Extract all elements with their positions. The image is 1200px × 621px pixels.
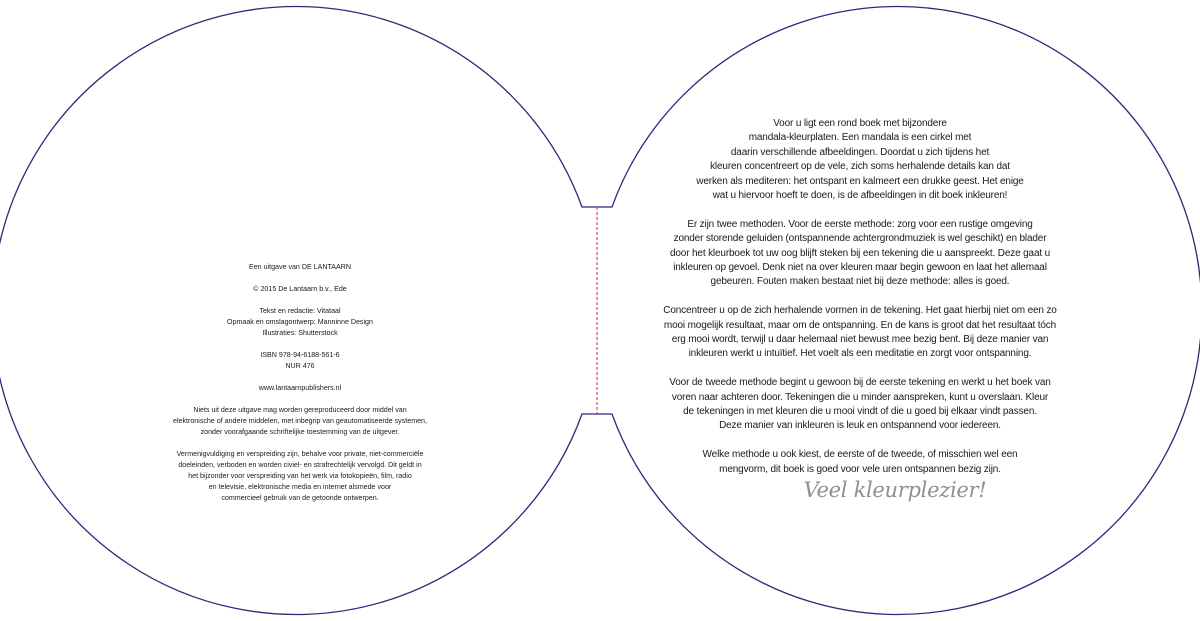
colophon xyxy=(150,262,450,504)
intro-line: kleuren concentreert op de vele, zich soms herhalende details kan dat xyxy=(710,161,1010,173)
introduction-text xyxy=(660,117,1060,477)
methods-line: Er zijn twee methoden. Voor de eerste methode: zorg voor een rustige omgeving xyxy=(687,218,1033,230)
intro-line: wat u hiervoor hoeft te doen, is de afbeeldingen in dit boek inkleuren! xyxy=(712,190,1008,202)
reproduction-notice-line: Vermenigvuldiging en verspreiding zijn, behalve voor private, niet-commerciële xyxy=(176,450,424,458)
reproduction-notice-line: commercieel gebruik van de getoonde ontwerpen. xyxy=(221,494,379,502)
closing-line: mengvorm, dit boek is goed voor vele uren ontspannen bezig zijn. xyxy=(719,463,1001,475)
reproduction-notice-line: het bijzonder voor verspreiding van het werk via fotokopieën, film, radio xyxy=(188,472,412,480)
credit-line: Illustraties: Shutterstock xyxy=(262,329,338,337)
intro-line: werken als mediteren: het ontspant en kalmeert een drukke geest. Het enige xyxy=(696,175,1024,187)
nur-line: NUR 476 xyxy=(285,362,315,370)
intro-line: Voor u ligt een rond boek met bijzondere xyxy=(773,118,947,129)
credit-line: Opmaak en omslagontwerp: Manninne Design xyxy=(227,318,373,326)
reproduction-notice-line: en televisie, elektronische media en internet alsmede voor xyxy=(208,483,392,491)
second-method-line: voren naar achteren door. Tekeningen die u minder aanspreken, kunt u overslaan. Kleur xyxy=(671,391,1049,403)
reproduction-notice-line: doeleinden, verboden en worden civiel- en strafrechtelijk vervolgd. Dit geldt in xyxy=(178,461,422,469)
concentrate-line: mooi mogelijk resultaat, maar om de ontspanning. En de kans is groot dat het resultaat tóch xyxy=(663,319,1057,331)
signoff-text: Veel kleurplezier! xyxy=(803,478,987,502)
methods-line: zonder storende geluiden (ontspannende achtergrondmuziek is wel geschikt) en blader xyxy=(673,233,1047,245)
second-method-line: de tekeningen in met kleuren die u mooi vindt of die u goed bij elkaar vindt passen. xyxy=(683,406,1037,418)
website-line: www.lantaarnpublishers.nl xyxy=(258,384,342,392)
methods-line: inkleuren op gevoel. Denk niet na over kleuren maar begin gewoon en laat het allemaal xyxy=(673,262,1047,274)
closing-line: Welke methode u ook kiest, de eerste of de tweede, of misschien wel een xyxy=(702,449,1018,461)
concentrate-line: inkleuren werkt u intuïtief. Het voelt als een meditatie en zorgt voor ontspanning. xyxy=(688,348,1032,360)
publisher-line: Een uitgave van DE LANTAARN xyxy=(249,263,351,271)
second-method-line: Deze manier van inkleuren is leuk en ontspannend voor iedereen. xyxy=(719,420,1001,432)
rights-notice-line: zonder voorafgaande schriftelijke toestemming van de uitgever. xyxy=(200,428,400,436)
rights-notice-line: Niets uit deze uitgave mag worden gereproduceerd door middel van xyxy=(193,406,407,414)
credit-line: Tekst en redactie: Vitataal xyxy=(259,307,341,315)
intro-line: mandala-kleurplaten. Een mandala is een cirkel met xyxy=(748,132,972,144)
methods-line: door het kleurboek tot uw oog blijft steken bij een tekening die u aanspreekt. Deze gaat u xyxy=(669,247,1051,259)
copyright-line: © 2015 De Lantaarn b.v., Ede xyxy=(253,285,347,293)
rights-notice-line: elektronische of andere middelen, met inbegrip van geautomatiseerde systemen, xyxy=(173,417,427,425)
methods-line: gebeuren. Fouten maken bestaat niet bij deze methode: alles is goed. xyxy=(710,276,1010,288)
concentrate-line: erg mooi wordt, terwijl u daar helemaal niet bewust mee bezig bent. Bij deze manier van xyxy=(671,334,1049,346)
second-method-line: Voor de tweede methode begint u gewoon bij de eerste tekening en werkt u het boek van xyxy=(669,377,1051,389)
isbn-line: ISBN 978-94-6188-561-6 xyxy=(260,351,340,359)
concentrate-line: Concentreer u op de zich herhalende vormen in de tekening. Het gaat hierbij niet om een zo xyxy=(663,305,1057,317)
intro-line: daarin verschillende afbeeldingen. Doordat u zich tijdens het xyxy=(730,146,990,158)
